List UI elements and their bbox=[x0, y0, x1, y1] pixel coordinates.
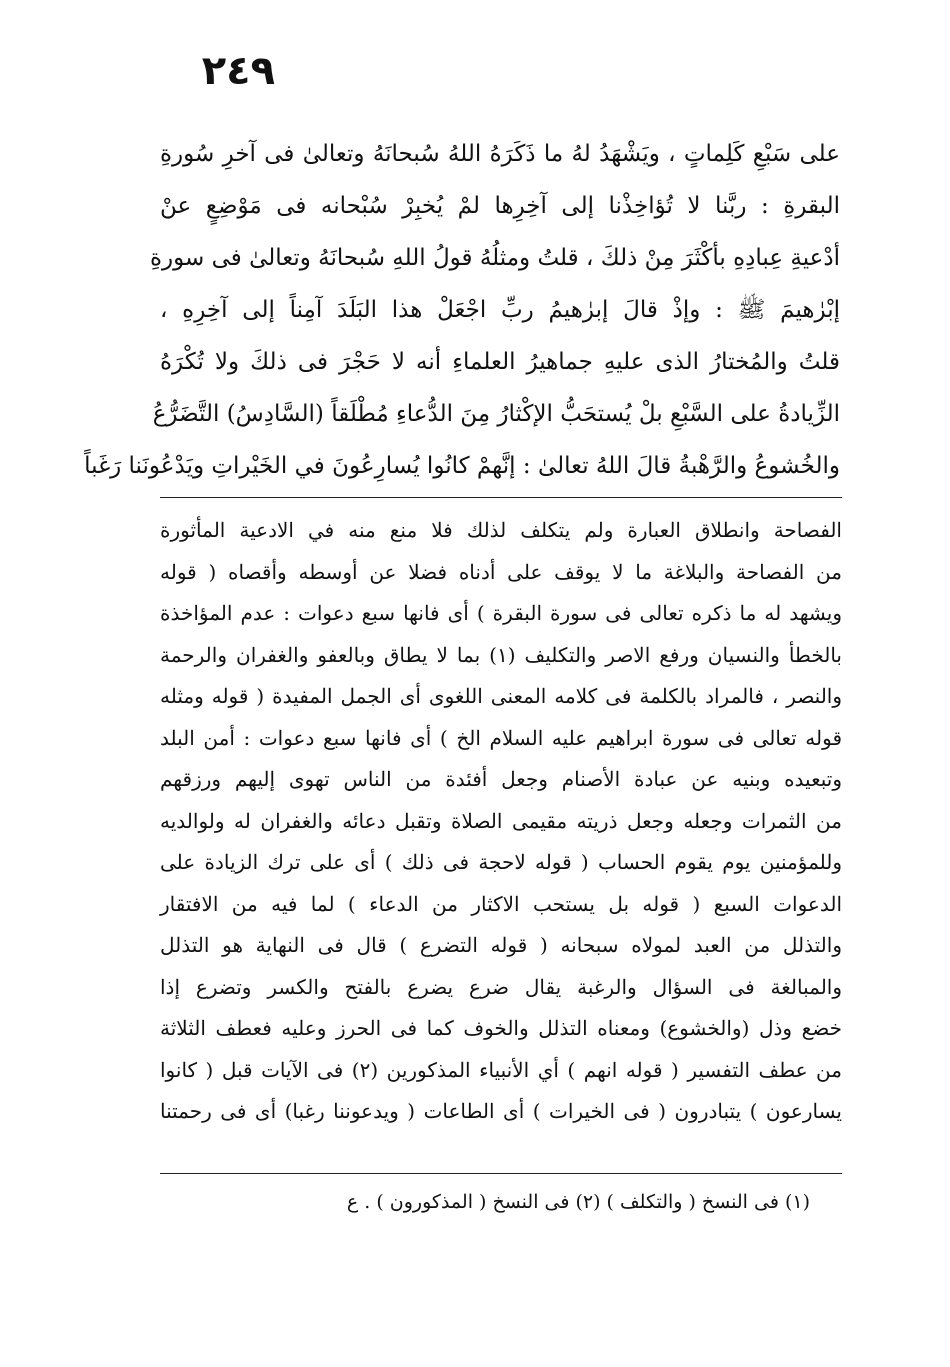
main-text-line: قلتُ والمُختارُ الذى عليهِ جماهيرُ العلماءِ أنه لا حَجْرَ فى ذلكَ ولا تُكْرَهُ bbox=[160, 349, 840, 375]
main-text-line: على سَبْعِ كَلِماتٍ ، ويَشْهَدُ لهُ ما ذَكَرَهُ اللهُ سُبحانَهُ وتعالىٰ فى آخرِ سُورةِ bbox=[160, 141, 840, 167]
main-text-line: إبْرٰهيمَ ﷺ : وإذْ قالَ إبرٰهيمُ ربِّ اجْعَلْ هذا البَلَدَ آمِناً إلى آخِرِهِ ، bbox=[160, 297, 840, 323]
commentary-line: والنصر ، فالمراد بالكلمة فى كلامه المعنى اللغوى أى الجمل المفيدة ( قوله ومثله bbox=[160, 684, 843, 708]
main-text-line: أدْعيةِ عِبادِهِ بأكْثَرَ مِنْ ذلكَ ، قلتُ ومثلُهُ قولُ اللهِ سُبحانَهُ وتعالىٰ فى سورةِ bbox=[149, 245, 840, 271]
page-number: ٢٤٩ bbox=[201, 48, 275, 94]
commentary-line: قوله تعالى فى سورة ابراهيم عليه السلام الخ ) أى فانها سبع دعوات : أمن البلد bbox=[160, 725, 842, 750]
commentary-line: الفصاحة وانطلاق العبارة ولم يتكلف لذلك فلا منع منه في الادعية المأثورة bbox=[160, 518, 842, 542]
footnote: (١) فى النسخ ( والتكلف ) (٢) فى النسخ ( المذكورون ) . ع bbox=[346, 1191, 810, 1213]
footnote-divider bbox=[160, 1173, 842, 1174]
main-text-line: الزِّيادةُ على السَّبْعِ بلْ يُستحَبُّ الإكْثارُ مِنَ الدُّعاءِ مُطْلَقاً (السَّادِسُ) التَّضَرُّعُ bbox=[152, 401, 840, 427]
commentary-line: وللمؤمنين يوم يقوم الحساب ( قوله لاحجة فى ذلك ) أى على ترك الزيادة على bbox=[160, 850, 842, 874]
main-text-line: البقرةِ : ربَّنا لا تُؤاخِذْنا إلى آخِرِها لمْ يُخبِرْ سُبْحانه فى مَوْضِعٍ عنْ bbox=[160, 193, 840, 219]
commentary-line: من الفصاحة والبلاغة ما لا يوقف على أدناه فضلا عن أوسطه وأقصاه ( قوله bbox=[160, 559, 842, 584]
commentary-line: يسارعون ) يتبادرون ( فى الخيرات ) أى الطاعات ( ويدعوننا رغبا) أى فى رحمتنا bbox=[160, 1099, 842, 1123]
commentary-line: والمبالغة فى السؤال والرغبة يقال ضرع يضرع بالفتح والكسر وتضرع إذا bbox=[160, 974, 843, 999]
main-text-line: والخُشوعُ والرَّهْبةُ قالَ اللهُ تعالىٰ : إنَّهمْ كانُوا يُسارِعُونَ في الخَيْراتِ ويَدْعُونَنا رَغَباً bbox=[84, 453, 840, 479]
commentary-line: من عطف التفسير ( قوله انهم ) أي الأنبياء المذكورين (٢) فى الآيات قبل ( كانوا bbox=[160, 1057, 842, 1082]
main-text-divider bbox=[160, 497, 842, 498]
main-text bbox=[84, 128, 840, 492]
commentary-line: خضع وذل (والخشوع) ومعناه التذلل والخوف كما فى الحرز وعليه فعطف الثلاثة bbox=[160, 1016, 842, 1040]
commentary-line: بالخطأ والنسيان ورفع الاصر والتكليف (١) بما لا يطاق وبالعفو والغفران والرحمة bbox=[160, 642, 842, 667]
commentary-line: والتذلل من العبد لمولاه سبحانه ( قوله التضرع ) قال فى النهاية هو التذلل bbox=[160, 933, 842, 957]
commentary-text bbox=[160, 510, 842, 1133]
commentary-line: وتبعيده وبنيه عن عبادة الأصنام وجعل أفئدة من الناس تهوى إليهم ورزقهم bbox=[160, 767, 842, 791]
commentary-line: من الثمرات وجعله وجعل ذريته مقيمى الصلاة وتقبل دعائه والغفران له ولوالديه bbox=[160, 808, 842, 833]
commentary-line: الدعوات السبع ( قوله بل يستحب الاكثار من الدعاء ) لما فيه من الافتقار bbox=[160, 891, 842, 916]
commentary-line: ويشهد له ما ذكره تعالى فى سورة البقرة ) أى فانها سبع دعوات : عدم المؤاخذة bbox=[160, 601, 842, 625]
